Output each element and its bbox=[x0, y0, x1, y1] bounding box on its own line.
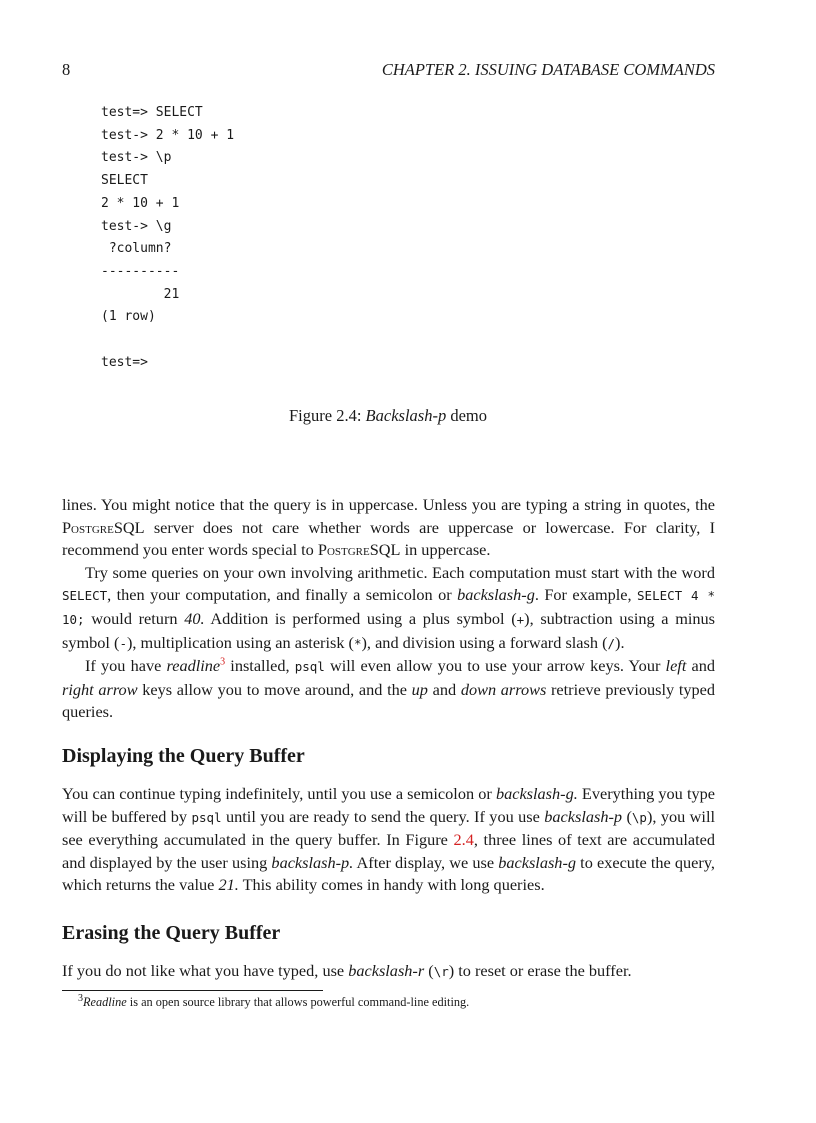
code-line: test-> \p bbox=[101, 150, 172, 166]
code-line: test-> 2 * 10 + 1 bbox=[101, 127, 235, 143]
figure-title: Backslash-p bbox=[365, 406, 447, 425]
code-line: test=> bbox=[101, 354, 148, 370]
page-header bbox=[62, 60, 715, 82]
code-line: test-> \g bbox=[101, 218, 172, 234]
section-heading-displaying: Displaying the Query Buffer bbox=[62, 745, 305, 767]
footnote bbox=[78, 992, 470, 1010]
footnote-divider bbox=[62, 990, 323, 991]
body-text-top bbox=[62, 494, 715, 724]
figure-suffix: demo bbox=[450, 406, 487, 425]
section-heading-erasing: Erasing the Query Buffer bbox=[62, 922, 281, 944]
postgresql-name: PostgreSQL bbox=[317, 540, 401, 560]
postgresql-name: PostgreSQL bbox=[62, 517, 145, 537]
code-line: 2 * 10 + 1 bbox=[101, 195, 180, 211]
code-line: SELECT bbox=[101, 173, 148, 189]
page-number: 8 bbox=[62, 60, 71, 79]
code-line: ?column? bbox=[101, 241, 172, 257]
chapter-title: CHAPTER 2. ISSUING DATABASE COMMANDS bbox=[381, 60, 715, 79]
code-listing bbox=[101, 102, 234, 374]
paragraph-5: If you do not like what you have typed, use backslash-r (\r) to reset or erase the buffer. bbox=[62, 961, 632, 980]
code-line: (1 row) bbox=[101, 309, 156, 325]
paragraph-3: If you have readline$^3$ installed, psql will even allow you to use your arrow keys. Your left and right arrow keys allow you to move around, and the up and down arrows retrieve previously typed queries. bbox=[62, 656, 716, 722]
figure-reference-link[interactable]: 2.4 bbox=[453, 830, 474, 850]
code-line: ---------- bbox=[101, 263, 180, 279]
figure-label: Figure 2.4: bbox=[289, 406, 362, 425]
paragraph-1: lines. You might notice that the query is in uppercase. Unless you are typing a string in quotes, the PostgreSQL server does not care whether words are uppercase or lowercase. For clarity, I recommend you enter words special to PostgreSQL in uppercase. bbox=[62, 495, 715, 560]
paragraph-4: You can continue typing indefinitely, until you use a semicolon or backslash-g. Everything you type will be buffered by psql until you are ready to send the query. If you use backslash-p (\p), you will see everything accumulated in the query buffer. In Figure 2.4, three lines of text are accumulated and displayed by the user using backslash-p. After display, we use backslash-g to execute the query, which returns the value 21. This ability comes in handy with long queries. bbox=[62, 784, 716, 895]
body-text-bottom bbox=[62, 960, 715, 984]
footnote-number: 3 bbox=[78, 992, 83, 1004]
code-line: test=> SELECT bbox=[101, 105, 203, 120]
footnote-text: is an open source library that allows powerful command-line editing. bbox=[126, 995, 470, 1009]
paragraph-2: Try some queries on your own involving arithmetic. Each computation must start with the word SELECT, then your computation, and finally a semicolon or backslash-g. For example, SELECT 4 * 10; would return 40. Addition is performed using a plus symbol (+), subtraction using a minus symbol (-), multiplication using an asterisk (*), and division using a forward slash (/). bbox=[62, 562, 716, 652]
footnote-marker[interactable]: 3 bbox=[220, 656, 226, 668]
footnote-term: Readline bbox=[83, 995, 127, 1009]
code-line: 21 bbox=[101, 286, 180, 302]
figure-caption bbox=[0, 406, 776, 426]
body-text-middle bbox=[62, 783, 715, 897]
